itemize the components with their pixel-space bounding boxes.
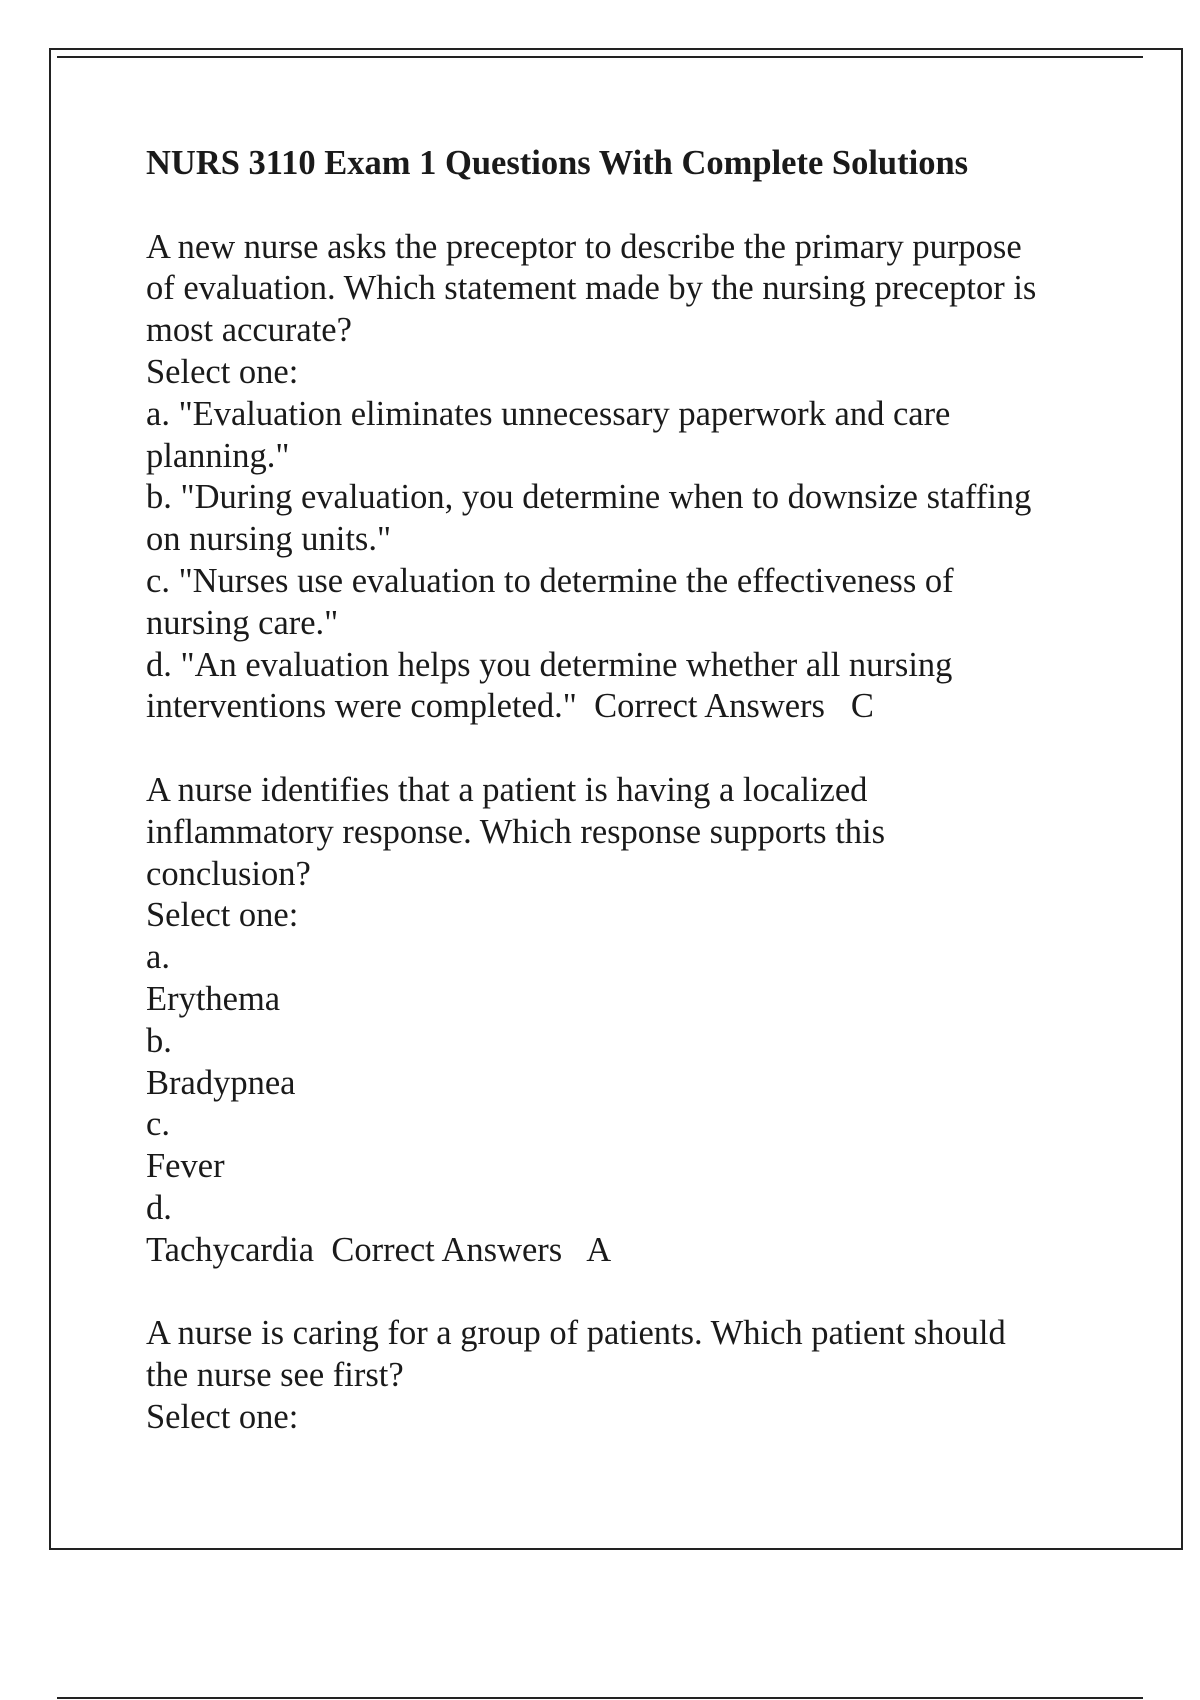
question-stem-line: A nurse identifies that a patient is having a localized	[146, 770, 868, 809]
option-line: b. "During evaluation, you determine when to downsize staffing	[146, 478, 1032, 517]
answer-line	[146, 686, 1146, 728]
option-line: nursing care."	[146, 603, 339, 642]
bottom-divider	[57, 1697, 1143, 1699]
question-1	[146, 227, 1146, 729]
question-3	[146, 1313, 1146, 1438]
option-letter: b.	[146, 1021, 172, 1060]
answer-line	[146, 1230, 1146, 1272]
option-line: on nursing units."	[146, 520, 392, 559]
answer-label: Correct Answers	[594, 687, 825, 726]
document-body	[146, 143, 1146, 1481]
option-line: c. "Nurses use evaluation to determine the effectiveness of	[146, 561, 954, 600]
question-stem-line: inflammatory response. Which response supports this	[146, 812, 886, 851]
option-line: planning."	[146, 436, 290, 475]
option-text: Tachycardia	[146, 1230, 315, 1269]
top-divider	[57, 56, 1143, 58]
question-2	[146, 770, 1146, 1272]
option-text: Bradypnea	[146, 1063, 296, 1102]
option-text: Fever	[146, 1147, 225, 1186]
question-stem-line: the nurse see first?	[146, 1356, 404, 1395]
question-stem-line: A nurse is caring for a group of patients. Which patient should	[146, 1314, 1006, 1353]
option-letter: d.	[146, 1188, 172, 1227]
option-letter: c.	[146, 1105, 170, 1144]
answer-label: Correct Answers	[331, 1230, 563, 1269]
option-line: a. "Evaluation eliminates unnecessary paperwork and care	[146, 394, 951, 433]
question-stem-line: A new nurse asks the preceptor to describe the primary purpose	[146, 227, 1022, 266]
question-stem-line: most accurate?	[146, 311, 352, 350]
select-instruction: Select one:	[146, 352, 299, 391]
option-line: d. "An evaluation helps you determine whether all nursing	[146, 645, 953, 684]
answer-value: C	[850, 687, 874, 726]
select-instruction: Select one:	[146, 896, 299, 935]
question-stem-line: of evaluation. Which statement made by the nursing preceptor is	[146, 269, 1037, 308]
option-letter: a.	[146, 938, 170, 977]
question-stem-line: conclusion?	[146, 854, 311, 893]
option-line: interventions were completed."	[146, 687, 577, 726]
answer-value: A	[586, 1230, 612, 1269]
select-instruction: Select one:	[146, 1397, 299, 1436]
option-text: Erythema	[146, 979, 281, 1018]
document-title: NURS 3110 Exam 1 Questions With Complete Solutions	[146, 144, 969, 182]
